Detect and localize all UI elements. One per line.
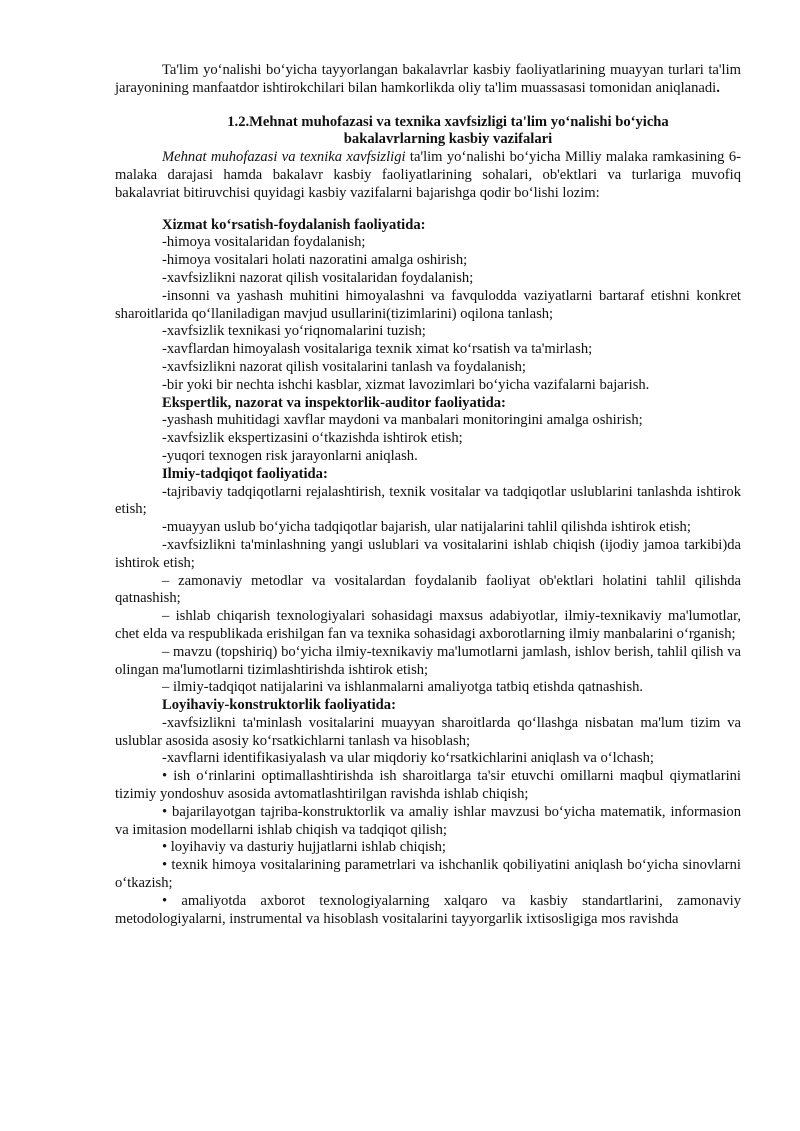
list-item: -tajribaviy tadqiqotlarni rejalashtirish, texnik vositalar va tadqiqotlar uslublarini tanlashda ishtirok etish; [115, 483, 741, 518]
list-item: – mavzu (topshiriq) bo‘yicha ilmiy-texnikaviy ma'lumotlarni jamlash, ishlov berish, tahlil qilish va olingan ma'lumotlarni tizimlashtirishda ishtirok etish; [115, 643, 741, 678]
list-item: • texnik himoya vositalarining parametrlari va ishchanlik qobiliyatini aniqlash bo‘yicha sinovlarni o‘tkazish; [115, 857, 741, 892]
list-item: • bajarilayotgan tajriba-konstruktorlik va amaliy ishlar mavzusi bo‘yicha matematik, informasion va imitasion modellarni ishlab chiqish va tadqiqot qilish; [115, 803, 741, 838]
lead-paragraph: Mehnat muhofazasi va texnika xavfsizligi ta'lim yo‘nalishi bo‘yicha Milliy malaka ramkasining 6-malaka darajasi hamda bakalavr kasbiy faoliyatlarining sohalari, ob'ektlari va turlariga muvofiq bakalavriat bitiruvchisi quyidagi kasbiy vazifalarni bajarishga qodir bo‘lishi lozim: [115, 149, 741, 201]
list-item: -xavfsizlikni nazorat qilish vositalaridan foydalanish; [162, 269, 474, 286]
list-item: -xavflardan himoyalash vositalariga texnik ximat ko‘rsatish va ta'mirlash; [162, 341, 593, 358]
list-item: -himoya vositalari holati nazoratini amalga oshirish; [162, 252, 468, 269]
intro-paragraph: Ta'lim yo‘nalishi bo‘yicha tayyorlangan bakalavrlar kasbiy faoliyatlarining muayyan turlari ta'lim jarayonining manfaatdor ishtirokchilari bilan hamkorlikda oliy ta'lim muassasasi tomonidan aniqlanadi. [115, 62, 741, 96]
subsection-title: Ilmiy-tadqiqot faoliyatida: [162, 465, 328, 482]
list-item: -yashash muhitidagi xavflar maydoni va manbalari monitoringini amalga oshirish; [162, 412, 643, 429]
list-item: -muayyan uslub bo‘yicha tadqiqotlar bajarish, ular natijalarini tahlil qilishda ishtirok etish; [162, 519, 691, 536]
list-item: -xavfsizlikni nazorat qilish vositalarini tanlash va foydalanish; [162, 358, 526, 375]
list-item: • amaliyotda axborot texnologiyalarning xalqaro va kasbiy standartlarini, zamonaviy metodologiyalarni, instrumental va hisoblash vositalarini tayyorgarlik ixtisosligiga mos ravishda [115, 892, 741, 927]
section-heading: 1.2.Mehnat muhofazasi va texnika xavfsizligi ta'lim yo‘nalishi bo‘yicha bakalavrlarning kasbiy vazifalari [227, 113, 669, 148]
list-item: -xavfsizlik texnikasi yo‘riqnomalarini tuzish; [162, 323, 426, 340]
list-item: -xavfsizlikni ta'minlashning yangi uslublari va vositalarini ishlab chiqish (ijodiy jamoa tarkibi)da ishtirok etish; [115, 536, 741, 571]
subsection-title: Loyihaviy-konstruktorlik faoliyatida: [162, 697, 396, 714]
list-item: -xavfsizlik ekspertizasini o‘tkazishda ishtirok etish; [162, 430, 463, 447]
list-item: – ilmiy-tadqiqot natijalarini va ishlanmalarni amaliyotga tatbiq etishda qatnashish. [162, 679, 644, 696]
subsection-title: Xizmat ko‘rsatish-foydalanish faoliyatida: [162, 216, 426, 233]
document-page [115, 62, 741, 928]
list-item: -insonni va yashash muhitini himoyalashni va favqulodda vaziyatlarni bartaraf etishni konkret sharoitlarida qo‘llaniladigan mavjud usullarini(tizimlarini) oqilona tanlash; [115, 287, 741, 322]
list-item: • ish o‘rinlarini optimallashtirishda ish sharoitlarga ta'sir etuvchi omillarni maqbul qiymatlarini tizimiy yondoshuv asosida avtomatlashtirilgan ravishda ishlab chiqish; [115, 768, 741, 803]
list-item: -yuqori texnogen risk jarayonlarni aniqlash. [162, 447, 418, 464]
list-item: – zamonaviy metodlar va vositalardan foydalanib faoliyat ob'ektlari holatini tahlil qilishda qatnashish; [115, 572, 741, 607]
list-item: – ishlab chiqarish texnologiyalari sohasidagi maxsus adabiyotlar, ilmiy-texnikaviy ma'lumotlar, chet elda va respublikada erishilgan fan va texnika sohasidagi axborotlarning ilmiy manbalarini o‘rganish; [115, 608, 741, 642]
list-item: -himoya vositalaridan foydalanish; [162, 234, 366, 251]
list-item: -xavflarni identifikasiyalash va ular miqdoriy ko‘rsatkichlarini aniqlash va o‘lchash; [162, 750, 654, 767]
list-item: -bir yoki bir nechta ishchi kasblar, xizmat lavozimlari bo‘yicha vazifalarni bajarish. [162, 376, 650, 393]
list-item: • loyihaviy va dasturiy hujjatlarni ishlab chiqish; [162, 839, 446, 856]
subsection-title: Ekspertlik, nazorat va inspektorlik-auditor faoliyatida: [162, 394, 506, 411]
list-item: -xavfsizlikni ta'minlash vositalarini muayyan sharoitlarda qo‘llashga nisbatan ma'lum tizim va uslublar asosida asosiy ko‘rsatkichlarni tanlash va hisoblash; [115, 714, 741, 749]
